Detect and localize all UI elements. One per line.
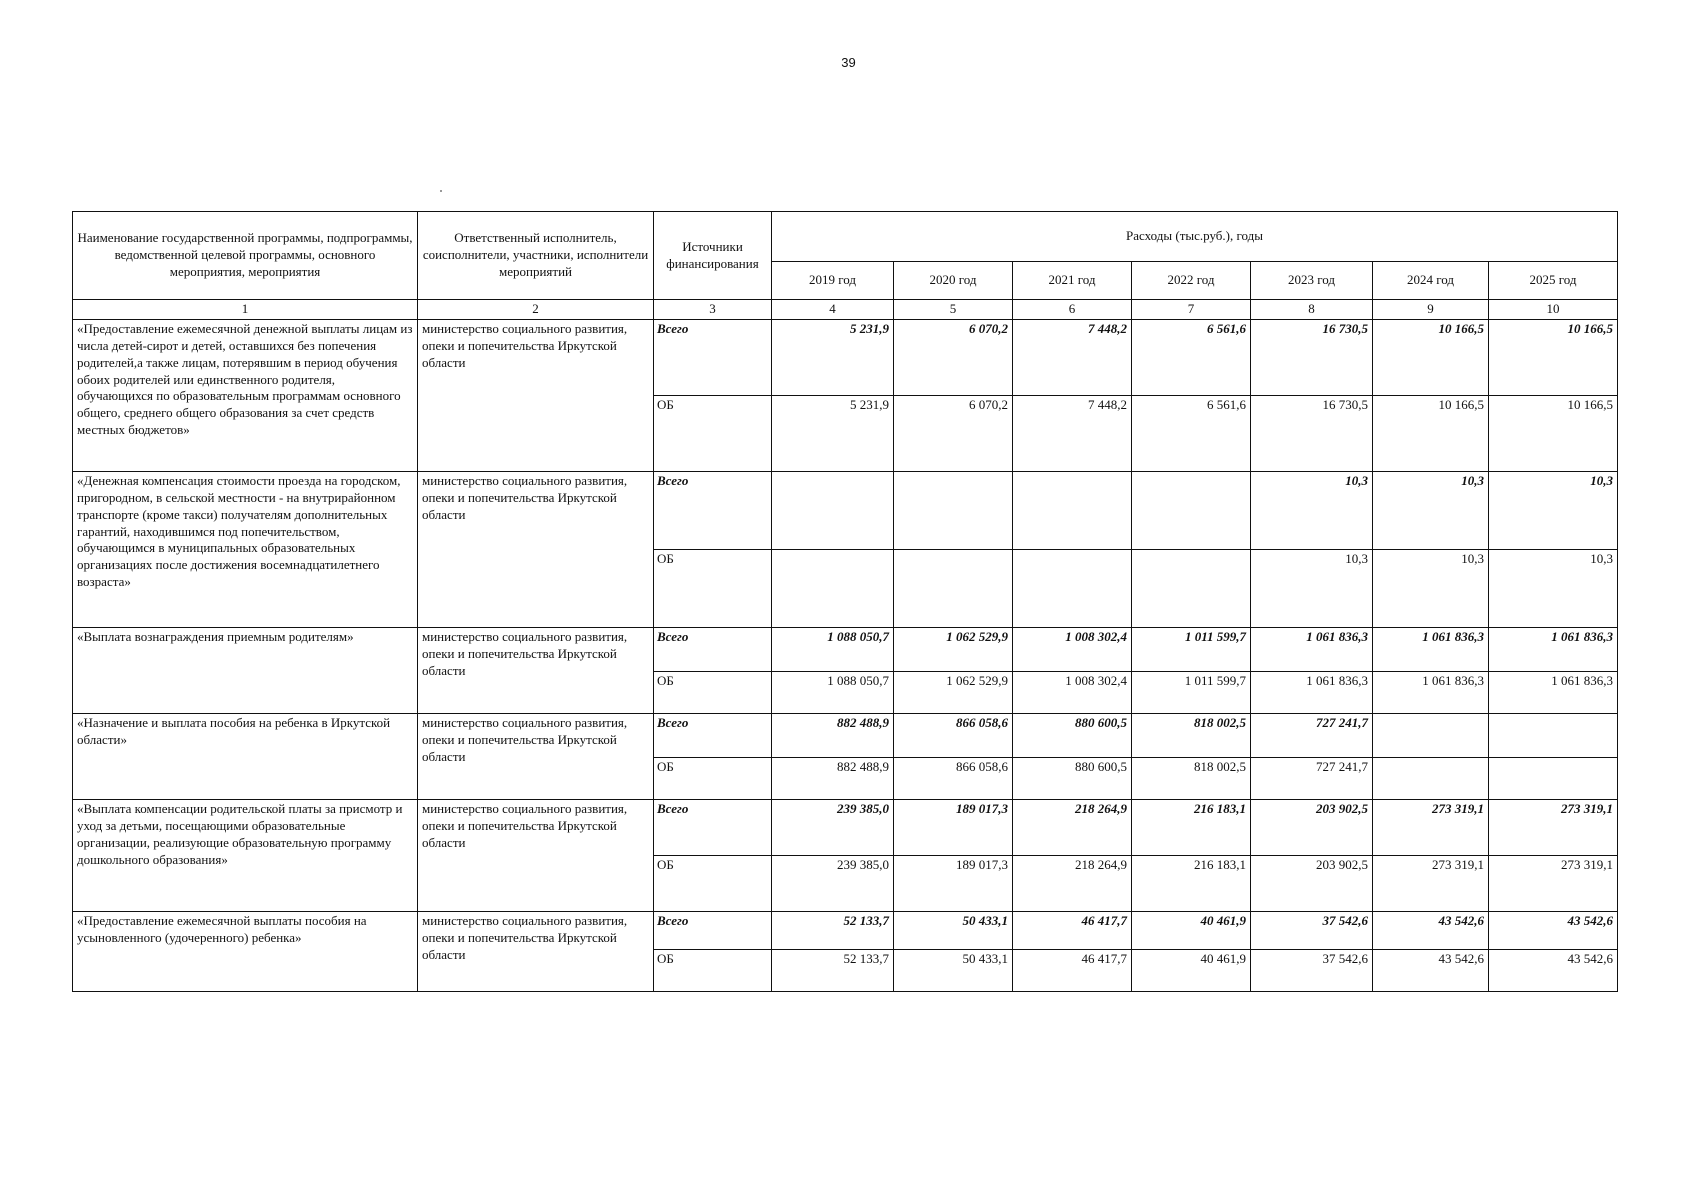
total-value [894, 471, 1013, 549]
ob-value: 218 264,9 [1013, 855, 1132, 911]
executor: министерство социального развития, опеки и попечительства Иркутской области [418, 471, 654, 627]
ob-value: 1 061 836,3 [1373, 671, 1489, 713]
total-value: 10 166,5 [1489, 319, 1618, 395]
table-row-total [73, 627, 1618, 671]
ob-value: 10,3 [1489, 549, 1618, 627]
total-value: 239 385,0 [772, 799, 894, 855]
total-value: 882 488,9 [772, 713, 894, 757]
table-body [73, 319, 1618, 991]
total-value: 880 600,5 [1013, 713, 1132, 757]
total-value: 1 008 302,4 [1013, 627, 1132, 671]
ob-value [1489, 757, 1618, 799]
ob-value: 1 061 836,3 [1489, 671, 1618, 713]
total-value: 50 433,1 [894, 911, 1013, 949]
activity-name: «Предоставление ежемесячной денежной выплаты лицам из числа детей-сирот и детей, оставшихся без попечения родителей,а также лицам, потерявшим в период обучения обоих родителей или единственного родителя, обучающихся по образовательным программам основного общего, среднего общего образования за счет средств местных бюджетов» [73, 319, 418, 471]
activity-name: «Предоставление ежемесячной выплаты пособия на усыновленного (удочеренного) ребенка» [73, 911, 418, 991]
column-number: 8 [1251, 300, 1373, 320]
total-value: 16 730,5 [1251, 319, 1373, 395]
ob-value: 880 600,5 [1013, 757, 1132, 799]
source-ob-label: ОБ [654, 855, 772, 911]
source-ob-label: ОБ [654, 549, 772, 627]
table-row-total [73, 713, 1618, 757]
header-executor: Ответственный исполнитель, соисполнители, участники, исполнители мероприятий [418, 212, 654, 300]
total-value: 189 017,3 [894, 799, 1013, 855]
ob-value: 1 011 599,7 [1132, 671, 1251, 713]
executor: министерство социального развития, опеки и попечительства Иркутской области [418, 911, 654, 991]
ob-value: 1 088 050,7 [772, 671, 894, 713]
total-value: 37 542,6 [1251, 911, 1373, 949]
table-row-total [73, 319, 1618, 395]
header-year: 2020 год [894, 262, 1013, 300]
total-value: 203 902,5 [1251, 799, 1373, 855]
total-value: 216 183,1 [1132, 799, 1251, 855]
ob-value: 6 561,6 [1132, 395, 1251, 471]
ob-value [1373, 757, 1489, 799]
header-name: Наименование государственной программы, подпрограммы, ведомственной целевой программы, основного мероприятия, мероприятия [73, 212, 418, 300]
header-year: 2021 год [1013, 262, 1132, 300]
total-value: 818 002,5 [1132, 713, 1251, 757]
executor: министерство социального развития, опеки и попечительства Иркутской области [418, 713, 654, 799]
ob-value: 273 319,1 [1373, 855, 1489, 911]
ob-value: 16 730,5 [1251, 395, 1373, 471]
source-total-label: Всего [654, 911, 772, 949]
ob-value: 10,3 [1373, 549, 1489, 627]
source-ob-label: ОБ [654, 949, 772, 991]
table-row-total [73, 799, 1618, 855]
column-number: 9 [1373, 300, 1489, 320]
ob-value: 882 488,9 [772, 757, 894, 799]
column-number: 2 [418, 300, 654, 320]
activity-name: «Назначение и выплата пособия на ребенка в Иркутской области» [73, 713, 418, 799]
header-year: 2022 год [1132, 262, 1251, 300]
total-value: 5 231,9 [772, 319, 894, 395]
ob-value: 239 385,0 [772, 855, 894, 911]
total-value: 727 241,7 [1251, 713, 1373, 757]
total-value [1489, 713, 1618, 757]
total-value: 1 061 836,3 [1489, 627, 1618, 671]
total-value: 866 058,6 [894, 713, 1013, 757]
page-number: 39 [841, 55, 856, 70]
total-value: 1 011 599,7 [1132, 627, 1251, 671]
source-total-label: Всего [654, 471, 772, 549]
ob-value: 6 070,2 [894, 395, 1013, 471]
table-row-total [73, 471, 1618, 549]
ob-value: 10 166,5 [1373, 395, 1489, 471]
activity-name: «Выплата компенсации родительской платы за присмотр и уход за детьми, посещающими образовательные организации, реализующие образовательную программу дошкольного образования» [73, 799, 418, 911]
activity-name: «Денежная компенсация стоимости проезда на городском, пригородном, в сельской местности - на внутрирайонном транспорте (кроме такси) получателям дополнительных гарантий, находившимся под попечительством, обучающимся в муниципальных образовательных организациях после достижения восемнадцатилетнего возраста» [73, 471, 418, 627]
ob-value: 5 231,9 [772, 395, 894, 471]
column-number: 6 [1013, 300, 1132, 320]
header-source: Источники финансирования [654, 212, 772, 300]
source-total-label: Всего [654, 319, 772, 395]
executor: министерство социального развития, опеки и попечительства Иркутской области [418, 319, 654, 471]
header-year: 2023 год [1251, 262, 1373, 300]
ob-value: 10,3 [1251, 549, 1373, 627]
ob-value: 1 062 529,9 [894, 671, 1013, 713]
total-value: 40 461,9 [1132, 911, 1251, 949]
ob-value: 37 542,6 [1251, 949, 1373, 991]
total-value: 273 319,1 [1489, 799, 1618, 855]
column-number: 10 [1489, 300, 1618, 320]
ob-value: 1 061 836,3 [1251, 671, 1373, 713]
total-value: 218 264,9 [1013, 799, 1132, 855]
ob-value: 43 542,6 [1373, 949, 1489, 991]
executor: министерство социального развития, опеки и попечительства Иркутской области [418, 627, 654, 713]
ob-value: 52 133,7 [772, 949, 894, 991]
ob-value: 50 433,1 [894, 949, 1013, 991]
total-value: 273 319,1 [1373, 799, 1489, 855]
total-value: 6 561,6 [1132, 319, 1251, 395]
ob-value [1132, 549, 1251, 627]
total-value [1013, 471, 1132, 549]
ob-value: 216 183,1 [1132, 855, 1251, 911]
header-year: 2019 год [772, 262, 894, 300]
ob-value: 7 448,2 [1013, 395, 1132, 471]
column-number: 1 [73, 300, 418, 320]
total-value: 43 542,6 [1489, 911, 1618, 949]
activity-name: «Выплата вознаграждения приемным родителям» [73, 627, 418, 713]
total-value [1373, 713, 1489, 757]
total-value [772, 471, 894, 549]
ob-value: 273 319,1 [1489, 855, 1618, 911]
table-row-total [73, 911, 1618, 949]
total-value: 1 088 050,7 [772, 627, 894, 671]
column-number: 4 [772, 300, 894, 320]
ob-value: 866 058,6 [894, 757, 1013, 799]
ob-value: 43 542,6 [1489, 949, 1618, 991]
ob-value [1013, 549, 1132, 627]
total-value: 1 061 836,3 [1373, 627, 1489, 671]
total-value: 6 070,2 [894, 319, 1013, 395]
total-value: 10,3 [1251, 471, 1373, 549]
source-total-label: Всего [654, 713, 772, 757]
ob-value: 727 241,7 [1251, 757, 1373, 799]
total-value: 52 133,7 [772, 911, 894, 949]
ob-value [894, 549, 1013, 627]
ob-value: 10 166,5 [1489, 395, 1618, 471]
ob-value: 818 002,5 [1132, 757, 1251, 799]
source-ob-label: ОБ [654, 671, 772, 713]
header-year: 2025 год [1489, 262, 1618, 300]
ob-value: 40 461,9 [1132, 949, 1251, 991]
source-ob-label: ОБ [654, 395, 772, 471]
total-value [1132, 471, 1251, 549]
ob-value: 46 417,7 [1013, 949, 1132, 991]
ob-value: 189 017,3 [894, 855, 1013, 911]
source-total-label: Всего [654, 627, 772, 671]
source-ob-label: ОБ [654, 757, 772, 799]
column-number: 5 [894, 300, 1013, 320]
ob-value: 1 008 302,4 [1013, 671, 1132, 713]
total-value: 10,3 [1489, 471, 1618, 549]
ob-value [772, 549, 894, 627]
column-number: 3 [654, 300, 772, 320]
total-value: 1 062 529,9 [894, 627, 1013, 671]
scan-speck [440, 190, 442, 192]
header-expenses: Расходы (тыс.руб.), годы [772, 212, 1618, 262]
total-value: 10 166,5 [1373, 319, 1489, 395]
total-value: 46 417,7 [1013, 911, 1132, 949]
executor: министерство социального развития, опеки и попечительства Иркутской области [418, 799, 654, 911]
total-value: 7 448,2 [1013, 319, 1132, 395]
total-value: 1 061 836,3 [1251, 627, 1373, 671]
total-value: 10,3 [1373, 471, 1489, 549]
source-total-label: Всего [654, 799, 772, 855]
ob-value: 203 902,5 [1251, 855, 1373, 911]
header-year: 2024 год [1373, 262, 1489, 300]
total-value: 43 542,6 [1373, 911, 1489, 949]
column-number: 7 [1132, 300, 1251, 320]
financing-table [72, 211, 1618, 992]
